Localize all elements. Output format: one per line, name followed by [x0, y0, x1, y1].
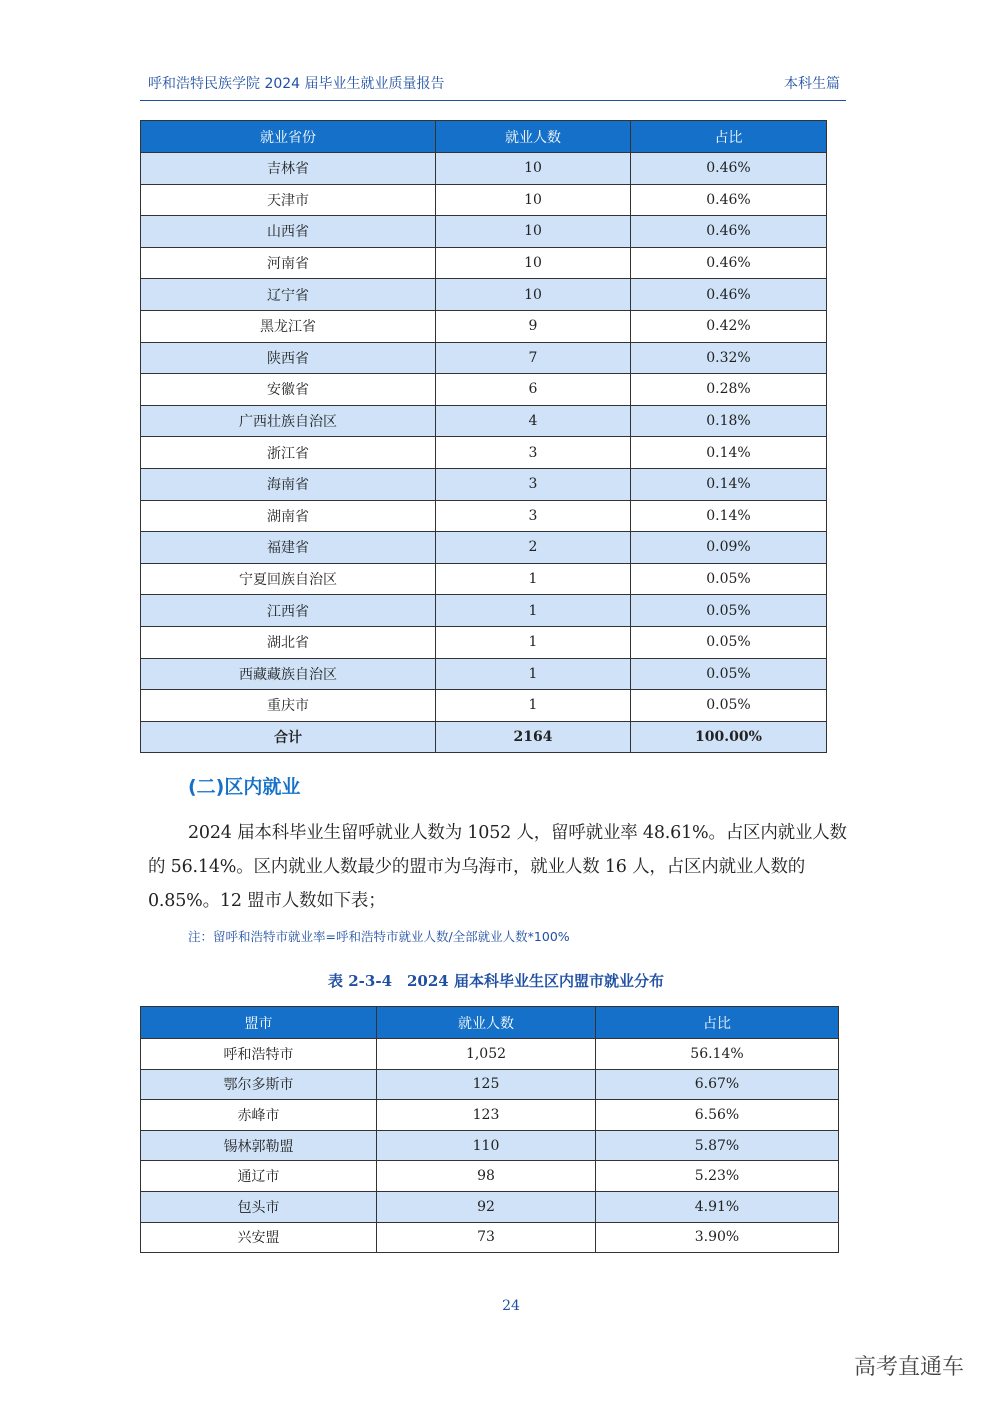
- table-cell: 0.14%: [631, 468, 827, 500]
- table-cell: 重庆市: [141, 690, 436, 722]
- table-row: [141, 342, 827, 374]
- table-cell: 0.05%: [631, 658, 827, 690]
- table-cell: 浙江省: [141, 437, 436, 469]
- table-cell: 海南省: [141, 468, 436, 500]
- table-cell: 广西壮族自治区: [141, 405, 436, 437]
- table-header-row: [141, 1007, 839, 1039]
- table-cell: 100.00%: [631, 721, 827, 753]
- table-cell: 1: [436, 690, 631, 722]
- table-cell: 天津市: [141, 184, 436, 216]
- table-row: [141, 1191, 839, 1222]
- table-row: [141, 468, 827, 500]
- table-cell: 陕西省: [141, 342, 436, 374]
- table-row: [141, 216, 827, 248]
- table-cell: 10: [436, 216, 631, 248]
- table-cell: 4.91%: [596, 1191, 839, 1222]
- column-header: 就业人数: [436, 121, 631, 153]
- table-cell: 安徽省: [141, 374, 436, 406]
- table-row: [141, 532, 827, 564]
- table-cell: 鄂尔多斯市: [141, 1069, 377, 1100]
- league-city-employment-table: [140, 1006, 839, 1253]
- table-cell: 92: [377, 1191, 596, 1222]
- province-employment-table: [140, 120, 827, 753]
- table-total-row: [141, 721, 827, 753]
- table-row: [141, 374, 827, 406]
- table-cell: 0.46%: [631, 247, 827, 279]
- table-cell: 73: [377, 1222, 596, 1253]
- table-cell: 兴安盟: [141, 1222, 377, 1253]
- table-cell: 0.46%: [631, 279, 827, 311]
- table-cell: 1: [436, 658, 631, 690]
- table-cell: 西藏藏族自治区: [141, 658, 436, 690]
- column-header: 占比: [631, 121, 827, 153]
- table-cell: 123: [377, 1100, 596, 1131]
- table-cell: 9: [436, 310, 631, 342]
- table-cell: 包头市: [141, 1191, 377, 1222]
- column-header: 就业省份: [141, 121, 436, 153]
- table-cell: 7: [436, 342, 631, 374]
- table-body: [141, 153, 827, 753]
- table-cell: 宁夏回族自治区: [141, 563, 436, 595]
- table-cell: 2164: [436, 721, 631, 753]
- column-header: 占比: [596, 1007, 839, 1039]
- table-cell: 0.46%: [631, 184, 827, 216]
- table-cell: 锡林郭勒盟: [141, 1130, 377, 1161]
- table-cell: 湖北省: [141, 626, 436, 658]
- table-row: [141, 658, 827, 690]
- table-row: [141, 279, 827, 311]
- table-cell: 10: [436, 247, 631, 279]
- table-cell: 3: [436, 437, 631, 469]
- table-cell: 56.14%: [596, 1039, 839, 1070]
- header-rule: [140, 100, 846, 101]
- table-cell: 山西省: [141, 216, 436, 248]
- table-row: [141, 1069, 839, 1100]
- table-cell: 3: [436, 468, 631, 500]
- table-cell: 辽宁省: [141, 279, 436, 311]
- table-cell: 3: [436, 500, 631, 532]
- column-header: 盟市: [141, 1007, 377, 1039]
- table-row: [141, 690, 827, 722]
- table-cell: 110: [377, 1130, 596, 1161]
- page-number: 24: [502, 1298, 520, 1314]
- watermark-text: 高考直通车: [853, 1355, 964, 1380]
- table-cell: 0.32%: [631, 342, 827, 374]
- table-caption: 表 2-3-4 2024 届本科毕业生区内盟市就业分布: [328, 972, 664, 990]
- table-row: [141, 1100, 839, 1131]
- table-cell: 0.05%: [631, 690, 827, 722]
- table-cell: 0.05%: [631, 563, 827, 595]
- table-cell: 黑龙江省: [141, 310, 436, 342]
- header-report-title: 呼和浩特民族学院 2024 届毕业生就业质量报告: [148, 76, 445, 92]
- table-row: [141, 153, 827, 185]
- table-cell: 10: [436, 279, 631, 311]
- table-cell: 6.56%: [596, 1100, 839, 1131]
- table-row: [141, 1222, 839, 1253]
- table-row: [141, 184, 827, 216]
- table-cell: 湖南省: [141, 500, 436, 532]
- table-cell: 0.14%: [631, 437, 827, 469]
- header-section-label: 本科生篇: [784, 76, 840, 92]
- table-cell: 0.46%: [631, 216, 827, 248]
- table-cell: 通辽市: [141, 1161, 377, 1192]
- table-cell: 4: [436, 405, 631, 437]
- table-cell: 0.28%: [631, 374, 827, 406]
- table-row: [141, 247, 827, 279]
- table-cell: 呼和浩特市: [141, 1039, 377, 1070]
- table-cell: 3.90%: [596, 1222, 839, 1253]
- table-cell: 河南省: [141, 247, 436, 279]
- section-title: (二)区内就业: [188, 776, 301, 798]
- table-cell: 0.42%: [631, 310, 827, 342]
- table-cell: 0.18%: [631, 405, 827, 437]
- table-row: [141, 1039, 839, 1070]
- table-cell: 0.05%: [631, 595, 827, 627]
- table-cell: 0.05%: [631, 626, 827, 658]
- table-cell: 赤峰市: [141, 1100, 377, 1131]
- column-header: 就业人数: [377, 1007, 596, 1039]
- table-row: [141, 1130, 839, 1161]
- table-header-row: [141, 121, 827, 153]
- body-paragraph: 2024 届本科毕业生留呼就业人数为 1052 人，留呼就业率 48.61%。占区内就业人数的 56.14%。区内就业人数最少的盟市为乌海市，就业人数 16 人，占区内就业人数的 0.85%。12 盟市人数如下表；: [148, 823, 847, 911]
- table-cell: 0.14%: [631, 500, 827, 532]
- table-row: [141, 437, 827, 469]
- table-body: [141, 1039, 839, 1253]
- table-row: [141, 500, 827, 532]
- table-cell: 98: [377, 1161, 596, 1192]
- table-cell: 江西省: [141, 595, 436, 627]
- table-cell: 5.87%: [596, 1130, 839, 1161]
- footnote: 注：留呼和浩特市就业率=呼和浩特市就业人数/全部就业人数*100%: [188, 929, 570, 944]
- table-cell: 福建省: [141, 532, 436, 564]
- table-cell: 吉林省: [141, 153, 436, 185]
- table-cell: 10: [436, 153, 631, 185]
- table-cell: 2: [436, 532, 631, 564]
- table-row: [141, 1161, 839, 1192]
- table-cell: 0.09%: [631, 532, 827, 564]
- table-row: [141, 405, 827, 437]
- table-cell: 6: [436, 374, 631, 406]
- table-cell: 1: [436, 563, 631, 595]
- table-cell: 1,052: [377, 1039, 596, 1070]
- table-row: [141, 563, 827, 595]
- table-row: [141, 626, 827, 658]
- table-row: [141, 310, 827, 342]
- table-cell: 1: [436, 626, 631, 658]
- table-cell: 合计: [141, 721, 436, 753]
- page-header: [148, 72, 840, 94]
- table-cell: 6.67%: [596, 1069, 839, 1100]
- table-row: [141, 595, 827, 627]
- table-cell: 1: [436, 595, 631, 627]
- table-cell: 10: [436, 184, 631, 216]
- table-cell: 125: [377, 1069, 596, 1100]
- table-cell: 0.46%: [631, 153, 827, 185]
- table-cell: 5.23%: [596, 1161, 839, 1192]
